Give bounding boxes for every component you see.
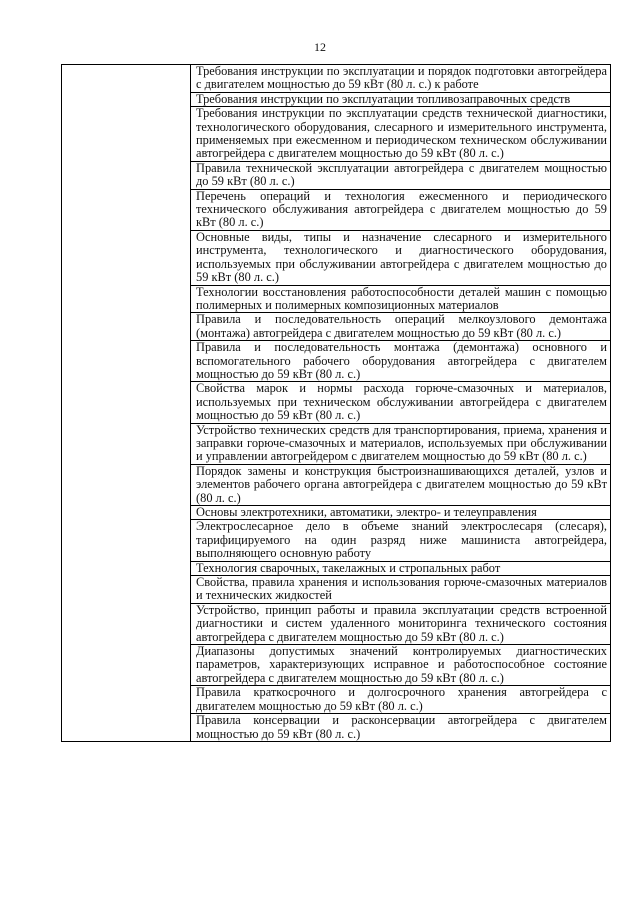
table-cell: Требования инструкции по эксплуатации топливозаправочных средств: [191, 92, 611, 106]
table-cell: Правила технической эксплуатации автогрейдера с двигателем мощностью до 59 кВт (80 л. с.): [191, 161, 611, 189]
table-cell: Основные виды, типы и назначение слесарного и измерительного инструмента, технологического и диагностического оборудования, используемых при обслуживании автогрейдера с двигателем мощностью до 59 кВт (80 л. с.): [191, 230, 611, 285]
table-cell: Электрослесарное дело в объеме знаний электрослесаря (слесаря), тарифицируемого на один разряд ниже машиниста автогрейдера, выполняющего основную работу: [191, 520, 611, 561]
table-cell: Требования инструкции по эксплуатации средств технической диагностики, технологического оборудования, слесарного и измерительного инструмента, применяемых при ежесменном и периодическом техническом обслуживании автогрейдера с двигателем мощностью до 59 кВт (80 л. с.): [191, 107, 611, 162]
table-cell: Перечень операций и технология ежесменного и периодического технического обслуживания автогрейдера с двигателем мощностью до 59 кВт (80 л. с.): [191, 189, 611, 230]
table-left-header-cell: [62, 65, 191, 742]
knowledge-requirements-table: [61, 64, 611, 742]
table-cell: Свойства, правила хранения и использования горюче-смазочных материалов и технических жидкостей: [191, 576, 611, 604]
table-cell: Правила и последовательность монтажа (демонтажа) основного и вспомогательного рабочего оборудования автогрейдера с двигателем мощностью до 59 кВт (80 л. с.): [191, 341, 611, 382]
table-cell: Основы электротехники, автоматики, электро- и телеуправления: [191, 506, 611, 520]
table-cell: Устройство, принцип работы и правила эксплуатации средств встроенной диагностики и систем удаленного мониторинга технического состояния автогрейдера с двигателем мощностью до 59 кВт (80 л. с.): [191, 603, 611, 644]
table-cell: Правила краткосрочного и долгосрочного хранения автогрейдера с двигателем мощностью до 59 кВт (80 л. с.): [191, 686, 611, 714]
table-cell: Правила и последовательность операций мелкоузлового демонтажа (монтажа) автогрейдера с двигателем мощностью до 59 кВт (80 л. с.): [191, 313, 611, 341]
table-cell: Устройство технических средств для транспортирования, приема, хранения и заправки горюче-смазочных и материалов, используемых при обслуживании и управлении автогрейдером с двигателем мощностью до 59 кВт (80 л. с.): [191, 423, 611, 464]
page-number: 12: [314, 40, 326, 54]
table-cell: Технологии восстановления работоспособности деталей машин с помощью полимерных и полимерных композиционных материалов: [191, 285, 611, 313]
table-cell: Технология сварочных, такелажных и стропальных работ: [191, 561, 611, 575]
table-cell: Требования инструкции по эксплуатации и порядок подготовки автогрейдера с двигателем мощностью до 59 кВт (80 л. с.) к работе: [191, 65, 611, 93]
table-cell: Правила консервации и расконсервации автогрейдера с двигателем мощностью до 59 кВт (80 л. с.): [191, 714, 611, 742]
table-cell: Порядок замены и конструкция быстроизнашивающихся деталей, узлов и элементов рабочего органа автогрейдера с двигателем мощностью до 59 кВт (80 л. с.): [191, 464, 611, 505]
table-row: [62, 65, 611, 93]
table-cell: Диапазоны допустимых значений контролируемых диагностических параметров, характеризующих исправное и работоспособное состояние автогрейдера с двигателем мощностью до 59 кВт (80 л. с.): [191, 645, 611, 686]
table-cell: Свойства марок и нормы расхода горюче-смазочных и материалов, используемых при техническом обслуживании автогрейдера с двигателем мощностью до 59 кВт (80 л. с.): [191, 382, 611, 423]
